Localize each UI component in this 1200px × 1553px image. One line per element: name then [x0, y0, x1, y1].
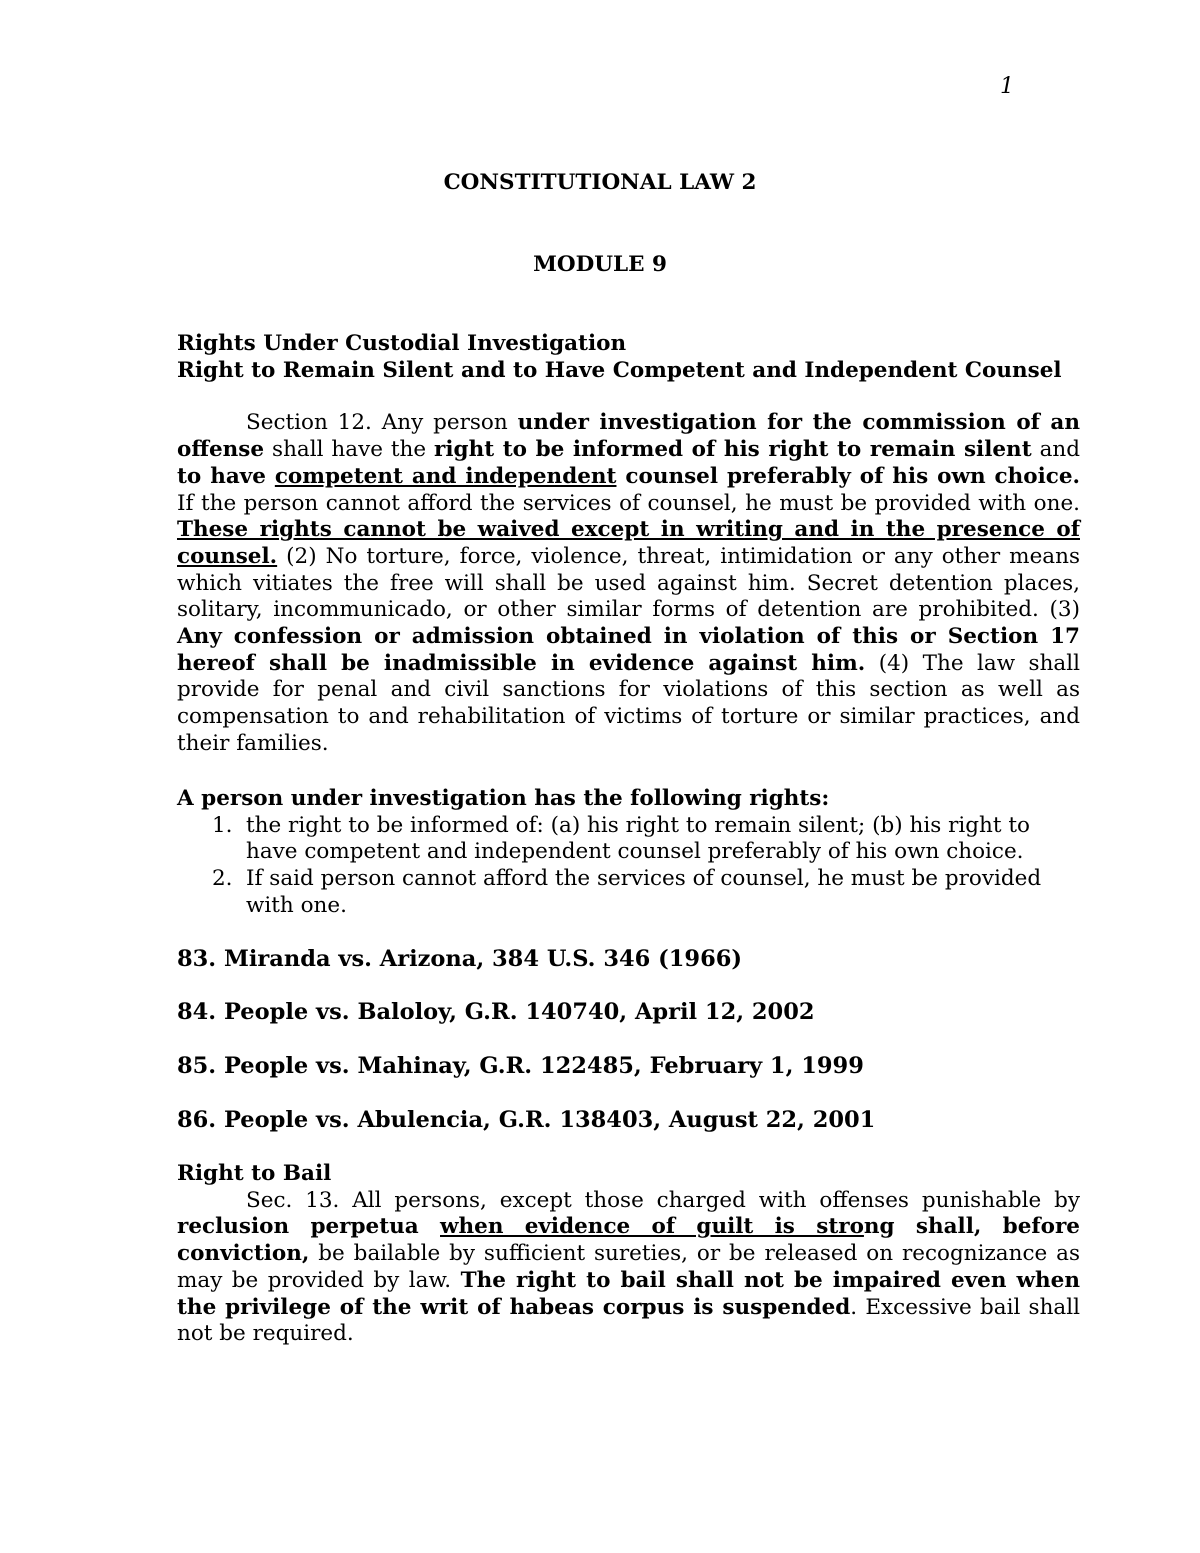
- case-86: 86. People vs. Abulencia, G.R. 138403, August 22, 2001: [177, 1107, 876, 1133]
- bail-block: [177, 1161, 1080, 1348]
- case-85: 85. People vs. Mahinay, G.R. 122485, February 1, 1999: [177, 1053, 864, 1079]
- document-title: CONSTITUTIONAL LAW 2: [443, 170, 757, 195]
- rights-heading: A person under investigation has the following rights:: [177, 786, 830, 811]
- list-item: 2. If said person cannot afford the services of counsel, he must be provided with one.: [212, 866, 1042, 918]
- heading-right-silent: Right to Remain Silent and to Have Competent and Independent Counsel: [177, 357, 1062, 383]
- heading-custodial: Rights Under Custodial Investigation: [177, 331, 627, 356]
- module-title: MODULE 9: [533, 252, 667, 277]
- section-13-paragraph: Sec. 13. All persons, except those charged with offenses punishable by reclusion perpetua when evidence of guilt is strong shall, before conviction, be bailable by sufficient sureties, or be released on recognizance as may be provided by law. The right to bail shall not be impaired even when the privilege of the writ of habeas corpus is suspended. Excessive bail shall not be required.: [177, 1187, 1080, 1347]
- section-12-paragraph: Section 12. Any person under investigation for the commission of an offense shall have the right to be informed of his right to remain silent and to have competent and independent counsel preferably of his own choice. If the person cannot afford the services of counsel, he must be provided with one. These rights cannot be waived except in writing and in the presence of counsel. (2) No torture, force, violence, threat, intimidation or any other means which vitiates the free will shall be used against him. Secret detention places, solitary, incommunicado, or other similar forms of detention are prohibited. (3) Any confession or admission obtained in violation of this or Section 17 hereof shall be inadmissible in evidence against him. (4) The law shall provide for penal and civil sanctions for violations of this section as well as compensation to and rehabilitation of victims of torture or similar practices, and their families.: [177, 410, 1080, 756]
- list-item: 1. the right to be informed of: (a) his right to remain silent; (b) his right to have competent and independent counsel preferably of his own choice.: [212, 812, 1030, 865]
- section-12-block: [177, 331, 1080, 758]
- rights-block: [177, 786, 1080, 920]
- page-number: 1: [1000, 74, 1014, 99]
- bail-heading: Right to Bail: [177, 1161, 332, 1186]
- case-83: 83. Miranda vs. Arizona, 384 U.S. 346 (1966): [177, 946, 743, 972]
- case-84: 84. People vs. Baloloy, G.R. 140740, April 12, 2002: [177, 999, 815, 1025]
- rights-list: [177, 813, 1080, 920]
